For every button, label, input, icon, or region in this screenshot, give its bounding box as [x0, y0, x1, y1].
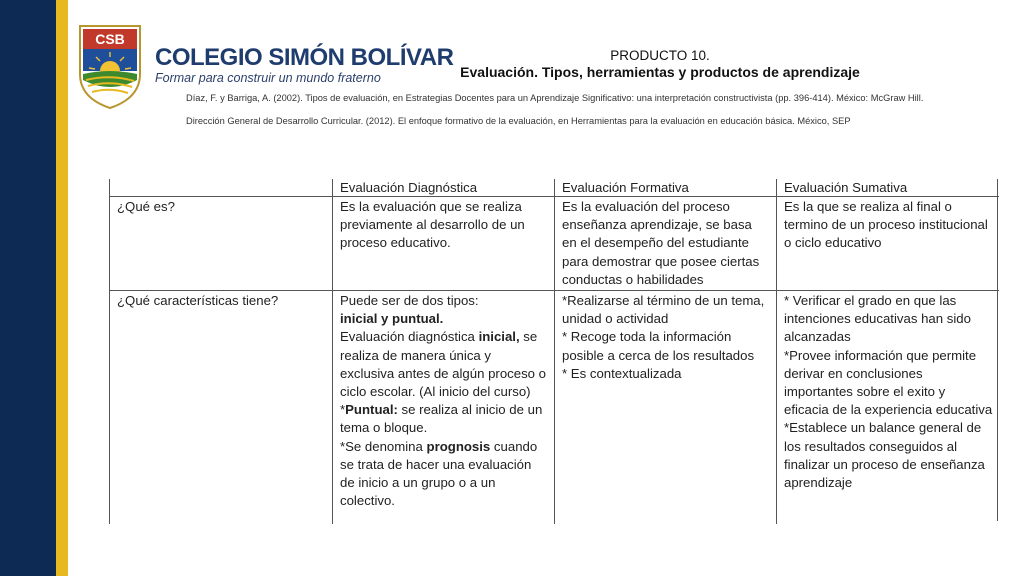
- diag-bold-term: prognosis: [426, 438, 491, 454]
- title-line-1: PRODUCTO 10.: [610, 48, 710, 63]
- cell-sumativa-characteristics: [777, 291, 999, 525]
- row-label-que-es: ¿Qué es?: [110, 197, 333, 291]
- diag-text: cuando se trata de hacer una evaluación de inicio a un grupo o a un colectivo.: [340, 438, 538, 509]
- list-item: * Verificar el grado en que las intenciones educativas han sido alcanzadas: [784, 293, 971, 345]
- diag-para-4: [340, 401, 548, 437]
- diag-line-1: Puede ser de dos tipos:: [340, 293, 479, 308]
- diag-line-2: inicial y puntual.: [340, 311, 444, 327]
- brand-tagline: Formar para construir un mundo fraterno: [155, 71, 381, 85]
- diag-para-3: [340, 328, 548, 401]
- cell-formativa-definition: Es la evaluación del proceso enseñanza aprendizaje, se basa en el desempeño del estudiante para demostrar que posee ciertas conductas o habilidades: [555, 197, 777, 291]
- table-row: [110, 291, 999, 525]
- diag-text: *: [340, 402, 346, 418]
- reference-2: Dirección General de Desarrollo Curricular. (2012). El enfoque formativo de la evaluación, en Herramientas para la evaluación en educación básica. México, SEP: [186, 116, 851, 126]
- diag-bold-term: Puntual:: [345, 402, 398, 418]
- left-gold-band: [56, 0, 68, 576]
- row-label-caracteristicas: [110, 291, 333, 525]
- brand-name: COLEGIO SIMÓN BOLÍVAR: [155, 44, 454, 71]
- diag-text: Evaluación diagnóstica: [340, 329, 479, 345]
- list-item: * Recoge toda la información posible a cerca de los resultados: [562, 329, 755, 363]
- list-item: *Realizarse al término de un tema, unidad o actividad: [562, 293, 765, 327]
- characteristics-label-text: ¿Qué características tiene?: [117, 293, 279, 308]
- table-right-border: [997, 179, 998, 521]
- reference-1: Díaz, F. y Barriga, A. (2002). Tipos de evaluación, en Estrategias Docentes para un Aprendizaje Significativo: una interpretación constructivista (pp. 396-414). México: McGraw Hill.: [186, 93, 924, 103]
- list-item: * Es contextualizada: [562, 365, 682, 381]
- evaluation-comparison-table: [109, 179, 999, 524]
- diag-text: se realiza al inicio de un tema o bloque.: [340, 402, 543, 436]
- document-title: [420, 47, 900, 81]
- cell-formativa-characteristics: [555, 291, 777, 525]
- crest-badge-text: CSB: [95, 31, 125, 47]
- header-sumativa: Evaluación Sumativa: [777, 179, 999, 197]
- cell-diagnostica-characteristics: [333, 291, 555, 525]
- cell-sumativa-definition: Es la que se realiza al final o termino de un proceso institucional o ciclo educativo: [777, 197, 999, 291]
- left-navy-band: [0, 0, 56, 576]
- list-item: *Provee información que permite derivar en conclusiones importantes sobre el exito y eficacia de la experiencia educativa: [784, 347, 993, 418]
- header-formativa: Evaluación Formativa: [555, 179, 777, 197]
- diag-text: *Se denomina: [340, 438, 427, 454]
- title-line-2: Evaluación. Tipos, herramientas y productos de aprendizaje: [460, 64, 860, 80]
- diag-text: se realiza de manera única y exclusiva antes de algún proceso o ciclo escolar. (Al inicio del curso): [340, 329, 547, 400]
- diag-para-5: [340, 438, 548, 511]
- header-diagnostica: Evaluación Diagnóstica: [333, 179, 555, 197]
- list-item: *Establece un balance general de los resultados conseguidos al finalizar un proceso de enseñanza aprendizaje: [784, 420, 985, 491]
- table-header-row: [110, 179, 999, 197]
- header-empty: [110, 179, 333, 197]
- cell-diagnostica-definition: Es la evaluación que se realiza previamente al desarrollo de un proceso educativo.: [333, 197, 555, 291]
- school-crest-logo: [78, 24, 142, 110]
- table-row: [110, 197, 999, 291]
- diag-bold-term: inicial,: [478, 329, 520, 345]
